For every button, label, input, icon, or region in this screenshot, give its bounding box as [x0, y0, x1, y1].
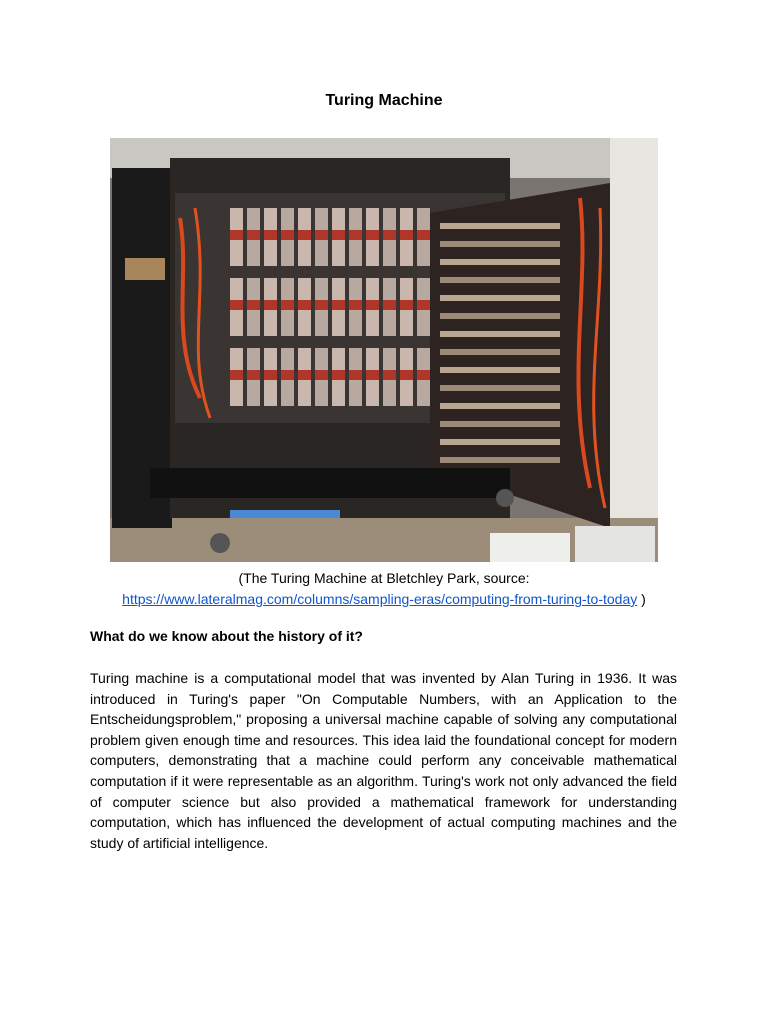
turing-machine-photo — [110, 138, 658, 562]
body-paragraph: Turing machine is a computational model that was invented by Alan Turing in 1936. It was introduced in Turing's paper "On Computable Numbers, with an Application to the Entscheidungsproblem," proposing a universal machine capable of solving any computational problem given enough time and resources. This idea laid the foundational concept for modern computers, demonstrating that a machine could perform any conceivable mathematical computation if it were representable as an algorithm. Turing's work not only advanced the field of computer science but also provided a mathematical framework for understanding computation, which has influenced the development of actual computing machines and the study of artificial intelligence. — [90, 670, 677, 851]
figure-caption — [0, 568, 768, 610]
section-heading: What do we know about the history of it? — [90, 628, 363, 644]
caption-suffix: ) — [637, 591, 646, 607]
caption-prefix: (The Turing Machine at Bletchley Park, source: — [238, 570, 530, 586]
source-link[interactable]: https://www.lateralmag.com/columns/sampling-eras/computing-from-turing-to-today — [122, 591, 638, 607]
document-title: Turing Machine — [325, 92, 443, 109]
